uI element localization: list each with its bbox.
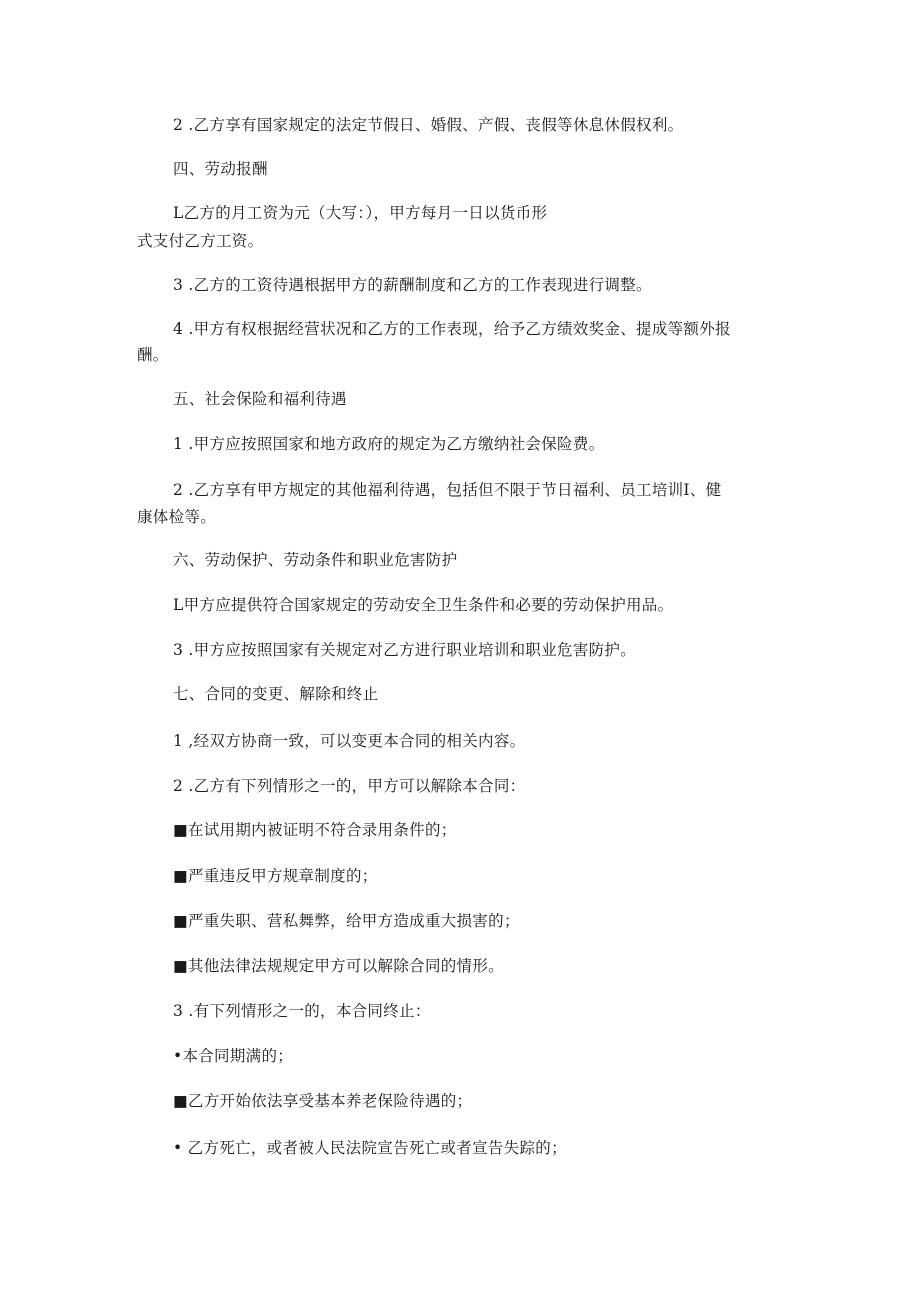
paragraph-safety-conditions: L甲方应提供符合国家规定的劳动安全卫生条件和必要的劳动保护用品。 (173, 596, 674, 614)
paragraph-social-insurance: 1 .甲方应按照国家和地方政府的规定为乙方缴纳社会保险费。 (173, 435, 605, 453)
paragraph-monthly-salary-cont: 式支付乙方工资。 (137, 232, 264, 250)
paragraph-termination-conditions: 2 .乙方有下列情形之一的，甲方可以解除本合同： (173, 777, 526, 795)
paragraph-training: 3 .甲方应按照国家有关规定对乙方进行职业培训和职业危害防护。 (173, 641, 637, 659)
paragraph-bonus-cont: 酬。 (137, 346, 169, 364)
paragraph-benefits: 2 .乙方享有甲方规定的其他福利待遇，包括但不限于节日福利、员工培训I、健 (173, 481, 722, 499)
section-heading-remuneration: 四、劳动报酬 (173, 160, 268, 178)
list-item-other-laws: ■其他法律法规规定甲方可以解除合同的情形。 (173, 957, 504, 975)
paragraph-monthly-salary: L乙方的月工资为元（大写：），甲方每月一日以货币形 (173, 204, 548, 222)
list-item-probation: ■在试用期内被证明不符合录用条件的； (173, 821, 457, 839)
section-heading-contract-change: 七、合同的变更、解除和终止 (173, 685, 379, 703)
paragraph-salary-adjustment: 3 .乙方的工资待遇根据甲方的薪酬制度和乙方的工作表现进行调整。 (173, 276, 652, 294)
paragraph-rest-rights: 2 .乙方享有国家规定的法定节假日、婚假、产假、丧假等休息休假权利。 (173, 116, 684, 134)
list-item-misconduct: ■严重失职、营私舞弊，给甲方造成重大损害的； (173, 912, 520, 930)
list-item-death: • 乙方死亡，或者被人民法院宣告死亡或者宣告失踪的； (173, 1139, 567, 1157)
list-item-rule-violation: ■严重违反甲方规章制度的； (173, 867, 378, 885)
paragraph-benefits-cont: 康体检等。 (137, 508, 217, 526)
paragraph-contract-end: 3 .有下列情形之一的，本合同终止： (173, 1002, 431, 1020)
paragraph-bonus: 4 .甲方有权根据经营状况和乙方的工作表现，给予乙方绩效奖金、提成等额外报 (173, 320, 731, 338)
section-heading-social-insurance: 五、社会保险和福利待遇 (173, 390, 347, 408)
section-heading-labor-protection: 六、劳动保护、劳动条件和职业危害防护 (173, 551, 458, 569)
list-item-pension: ■乙方开始依法享受基本养老保险待遇的； (173, 1092, 473, 1110)
paragraph-contract-modification: 1 ,经双方协商一致，可以变更本合同的相关内容。 (173, 732, 526, 750)
list-item-contract-expiry: •本合同期满的； (173, 1047, 294, 1065)
